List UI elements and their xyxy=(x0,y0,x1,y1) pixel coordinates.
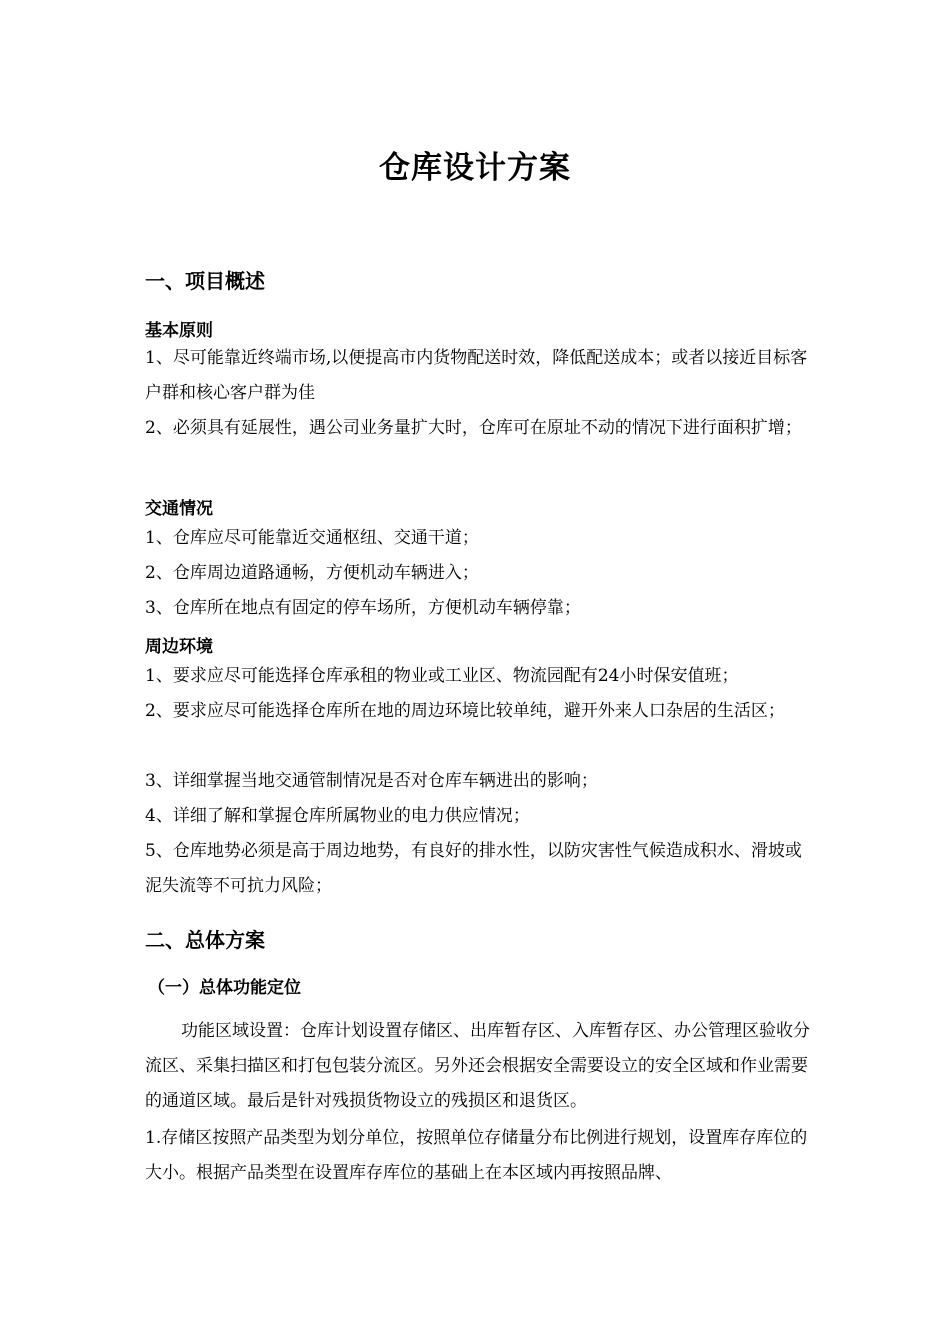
traffic-item-2: 2、仓库周边道路通畅，方便机动车辆进入； xyxy=(145,563,479,583)
function-area-paragraph: 功能区域设置：仓库计划设置存储区、出库暂存区、入库暂存区、办公管理区验收分流区、采集扫描区和打包包装分流区。另外还会根据安全需要设立的安全区域和作业需要的通道区域。最后是针对残损货物设立的残损区和退货区。 xyxy=(145,1021,810,1111)
subheading-environment: 周边环境 xyxy=(145,637,213,657)
subheading-traffic: 交通情况 xyxy=(145,499,213,519)
section-heading-overall-plan: 二、总体方案 xyxy=(145,928,265,952)
environment-item-5: 5、仓库地势必须是高于周边地势，有良好的排水性，以防灾害性气候造成积水、滑坡或泥失流等不可抗力风险； xyxy=(145,841,802,896)
subheading-function-positioning: （一）总体功能定位 xyxy=(148,978,301,998)
document-title: 仓库设计方案 xyxy=(379,150,571,186)
environment-item-3: 3、详细掌握当地交通管制情况是否对仓库车辆进出的影响； xyxy=(145,771,598,791)
subheading-basic-principles: 基本原则 xyxy=(145,321,213,341)
environment-item-1: 1、要求应尽可能选择仓库承租的物业或工业区、物流园配有24小时保安值班； xyxy=(145,666,739,686)
traffic-item-1: 1、仓库应尽可能靠近交通枢纽、交通干道； xyxy=(145,528,479,548)
section-heading-overview: 一、项目概述 xyxy=(145,269,265,293)
principle-item-2: 2、必须具有延展性，遇公司业务量扩大时，仓库可在原址不动的情况下进行面积扩增； xyxy=(145,418,802,438)
traffic-item-3: 3、仓库所在地点有固定的停车场所，方便机动车辆停靠； xyxy=(145,598,581,618)
environment-item-4: 4、详细了解和掌握仓库所属物业的电力供应情况； xyxy=(145,806,530,826)
environment-item-2: 2、要求应尽可能选择仓库所在地的周边环境比较单纯，避开外来人口杂居的生活区； xyxy=(145,701,785,721)
principle-item-1: 1、尽可能靠近终端市场,以便提高市内货物配送时效，降低配送成本；或者以接近目标客户群和核心客户群为佳 xyxy=(145,348,808,403)
storage-area-paragraph: 1.存储区按照产品类型为划分单位，按照单位存储量分布比例进行规划，设置库存库位的大小。根据产品类型在设置库存库位的基础上在本区域内再按照品牌、 xyxy=(145,1128,808,1183)
